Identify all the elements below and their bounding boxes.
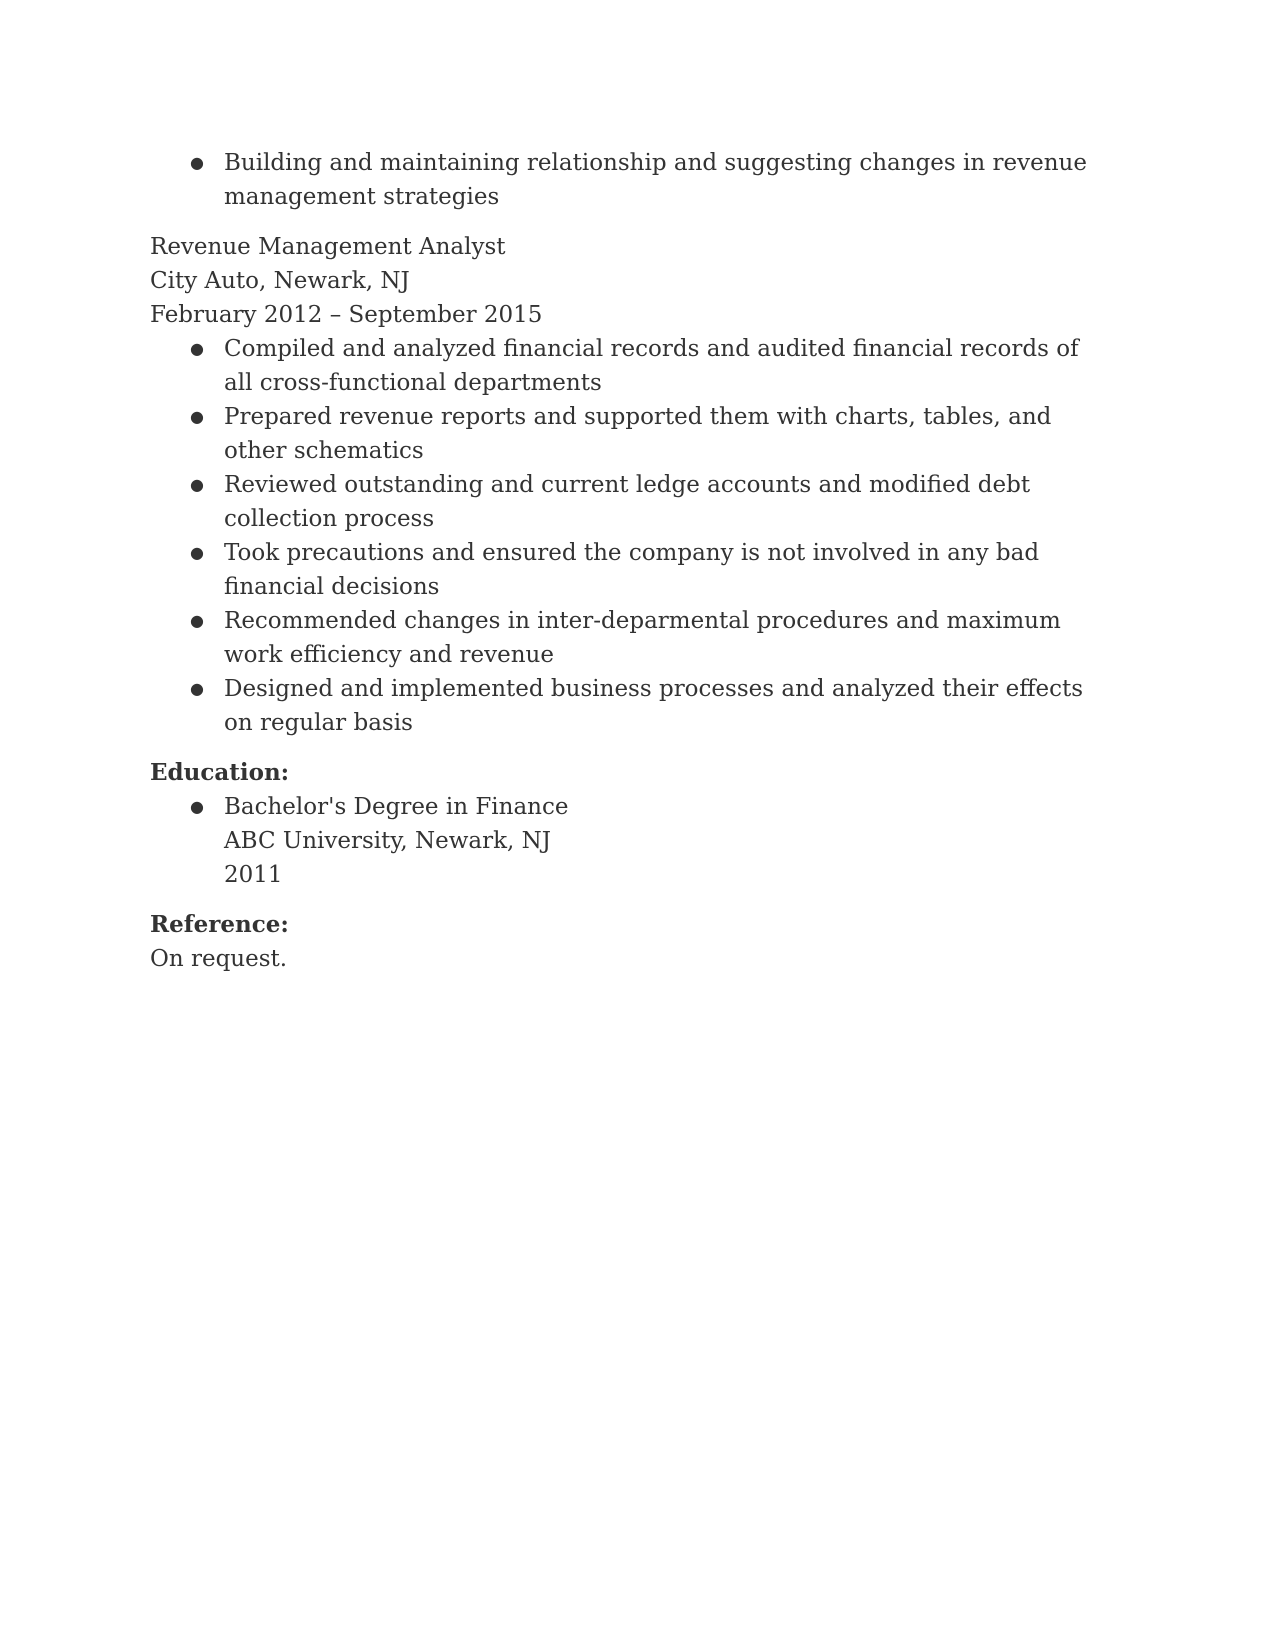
- job-bullets: [150, 332, 1110, 740]
- list-item: [150, 400, 1110, 468]
- job-section: [150, 230, 1110, 740]
- education-heading: Education:: [150, 759, 290, 786]
- bullet-icon: ●: [190, 407, 204, 426]
- reference-heading: Reference:: [150, 911, 289, 938]
- education-school: ABC University, Newark, NJ: [224, 828, 551, 854]
- bullet-text: Prepared revenue reports and supported them with charts, tables, and other schematics: [224, 404, 1052, 464]
- bullet-text: Designed and implemented business processes and analyzed their effects on regular basis: [224, 676, 1084, 736]
- job-dates: February 2012 – September 2015: [150, 302, 543, 328]
- education-section: [150, 756, 1110, 892]
- education-bullets: [150, 790, 1110, 892]
- bullet-icon: ●: [190, 153, 204, 172]
- bullet-icon: ●: [190, 797, 204, 816]
- bullet-text: Reviewed outstanding and current ledge accounts and modified debt collection process: [224, 472, 1031, 532]
- bullet-text: Compiled and analyzed financial records and audited financial records of all cross-functional departments: [224, 336, 1079, 396]
- list-item: [150, 604, 1110, 672]
- job-title: Revenue Management Analyst: [150, 234, 506, 260]
- list-item: [150, 146, 1110, 214]
- list-item: [150, 790, 1110, 892]
- list-item: [150, 536, 1110, 604]
- bullet-text: Took precautions and ensured the company is not involved in any bad financial decisions: [224, 540, 1040, 600]
- previous-job-bullets: [150, 146, 1110, 214]
- bullet-icon: ●: [190, 679, 204, 698]
- education-degree: Bachelor's Degree in Finance: [224, 794, 569, 820]
- bullet-text: Building and maintaining relationship and suggesting changes in revenue management strategies: [224, 150, 1087, 210]
- reference-text: On request.: [150, 946, 288, 972]
- list-item: [150, 672, 1110, 740]
- bullet-icon: ●: [190, 475, 204, 494]
- reference-section: [150, 908, 1110, 976]
- list-item: [150, 332, 1110, 400]
- bullet-icon: ●: [190, 543, 204, 562]
- bullet-icon: ●: [190, 611, 204, 630]
- education-year: 2011: [224, 862, 283, 888]
- list-item: [150, 468, 1110, 536]
- job-company: City Auto, Newark, NJ: [150, 268, 410, 294]
- resume-content: [150, 146, 1110, 976]
- bullet-icon: ●: [190, 339, 204, 358]
- bullet-text: Recommended changes in inter-deparmental procedures and maximum work efficiency and revenue: [224, 608, 1061, 668]
